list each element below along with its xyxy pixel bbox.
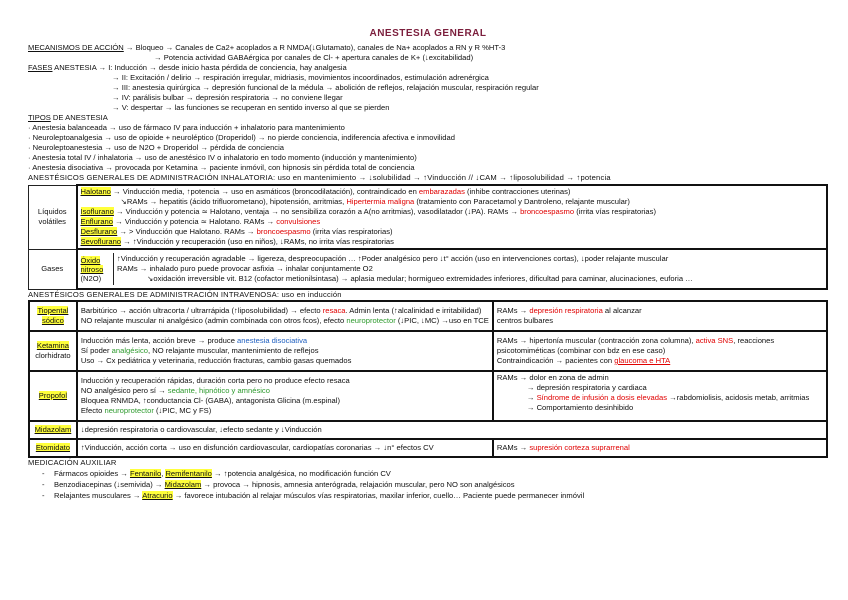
tipos-line: TIPOS DE ANESTESIA	[28, 113, 108, 122]
document-title: ANESTESIA GENERAL	[369, 28, 487, 39]
propofol-name-cell	[29, 371, 77, 421]
sevoflurano-row: Sevoflurano → ↑Vinducción y recuperación (uso en niños), ↓RAMs, no irrita vías respiratorias	[80, 237, 394, 246]
desflurano-row: Desflurano → > Vinducción que Halotano. RAMs → broncoespasmo (irrita vías respiratorias)	[80, 227, 393, 236]
midazolam-desc: ↓depresión respiratoria o cardiovascular, ↓efecto sedante y ↓Vinducción	[77, 421, 827, 439]
tipo-item: · Neuroleptoanestesia → uso de N2O + Droperidol → pérdida de conciencia	[28, 143, 285, 152]
tiopental-desc: Barbitúrico → acción ultracorta / ultrarrápida (↑liposolubilidad) → efecto resaca. Admin lenta (↑alcalinidad e irritabilidad) NO relajante muscular ni analgésico (admin combinada con otros fcos), efecto neuroprotector (↓PIC, ↓MC) →uso en TCE	[77, 301, 493, 331]
ketamina-name-cell: Ketamina clorhidrato	[29, 331, 77, 371]
tipo-item: · Anestesia total IV / inhalatoria → uso de anestésico IV o inhalatorio en todo momento (inducción y mantenimiento)	[28, 153, 417, 162]
tipos-label: TIPOS	[28, 113, 51, 122]
gases-cell	[77, 249, 828, 289]
isoflurano-name: Isoflurano	[80, 207, 114, 216]
document-page	[28, 28, 828, 501]
tipo-item: · Neuroleptoanalgesia → uso de opioide + neuroléptico (Droperidol) → no pierde conciencia, indiferencia afectiva e inmovilidad	[28, 133, 455, 142]
auxiliar-item: - Relajantes musculares → Atracurio → favorece intubación al relajar músculos vías respiratorias, maxilar inferior, cuello… Paciente puede permanecer inmóvil	[42, 491, 585, 500]
etomidato-rams: RAMs → supresión corteza suprarrenal	[493, 439, 827, 457]
auxiliar-item: - Benzodiacepinas (↓semivida) → Midazolam → provoca → hipnosis, amnesia anterógrada, relajación muscular, pero NO son analgésicos	[42, 480, 515, 489]
fase-item: → V: despertar → las funciones se recuperan en sentido inverso al que se pierden	[112, 103, 390, 112]
halotano-name: Halotano	[80, 187, 111, 196]
fase-item: → IV: parálisis bulbar → depresión respiratoria → no conviene llegar	[112, 93, 343, 102]
halotano-rams: ↘RAMs → hepatitis (ácido trifluorometano), hipotensión, arritmias, Hipertermia maligna (tratamiento con Paracetamol y Dantroleno, relajante muscular)	[120, 197, 630, 206]
etomidato-name: Etomidato	[35, 443, 71, 452]
oxido-name-cell: Óxido nitroso (N2O)	[78, 253, 114, 285]
intravenosa-heading: ANESTÉSICOS GENERALES DE ADMINISTRACIÓN INTRAVENOSA: uso en inducción	[28, 290, 342, 299]
halotano-row: Halotano → Vinducción media, ↑potencia → uso en asmáticos (broncodilatación), contraindicado en embarazadas (inhibe contracciones uterinas)	[80, 187, 571, 196]
gases-label: Gases	[29, 249, 77, 289]
midazolam-name: Midazolam	[34, 425, 72, 434]
tiopental-name: Tiopental sódico	[37, 306, 69, 325]
oxido-desc: ↑Vinducción y recuperación agradable → ligereza, despreocupación … ↑Poder analgésico pero ↓t° acción (uso en intervenciones cortas), ↓poder relajante muscular RAMs → inhalado puro puede provocar asfixia → inhalar conjuntamente O2 ↘oxidación irreversible vit. B12 (cofactor metionilsintasa) → aplasia medular; hormigueo extremidades inferiores, dificultad para caminar, alucinaciones, euforia …	[117, 254, 693, 283]
desflurano-name: Desflurano	[80, 227, 118, 236]
tiopental-rams: RAMs → depresión respiratoria al alcanzar centros bulbares	[493, 301, 827, 331]
liquidos-cell	[77, 185, 828, 249]
auxiliar-heading: MEDICACIÓN AUXILIAR	[28, 458, 117, 467]
liquidos-label: Líquidos volátiles	[29, 185, 77, 249]
tipo-item: · Anestesia balanceada → uso de fármaco IV para inducción + inhalatorio para mantenimiento	[28, 123, 345, 132]
ketamina-desc: Inducción más lenta, acción breve → produce anestesia disociativa Sí poder analgésico, NO relajante muscular, mantenimiento de reflejos Uso → Cx pediátrica y veterinaria, reducción fracturas, cambio gasas quemados	[77, 331, 493, 371]
auxiliar-item: - Fármacos opioides → Fentanilo, Remifentanilo → ↑potencia analgésica, no modificación función CV	[42, 469, 391, 478]
etomidato-desc: ↑Vinducción, acción corta → uso en disfunción cardiovascular, cardiopatías coronarias → ↓n° efectos CV	[77, 439, 493, 457]
sevoflurano-name: Sevoflurano	[80, 237, 122, 246]
fase-item: → II: Excitación / delirio → respiración irregular, midriasis, movimientos incoordinados, estimulación adrenérgica	[112, 73, 489, 82]
propofol-rams: RAMs → dolor en zona de admin → depresión respiratoria y cardiaca → Síndrome de infusión a dosis elevadas →rabdomiolisis, acidosis metab, arritmias → Comportamiento desinhibido	[493, 371, 827, 421]
fases-label: FASES	[28, 63, 53, 72]
isoflurano-row: Isoflurano → Vinducción y potencia ≃ Halotano, ventaja → no sensibiliza corazón a A(no arritmias), vasodilatador (↓PA). RAMs → broncoespasmo (irrita vías respiratorias)	[80, 207, 656, 216]
etomidato-name-cell	[29, 439, 77, 457]
tipo-item: · Anestesia disociativa → provocada por Ketamina → paciente inmóvil, con hipnosis sin pérdida total de conciencia	[28, 163, 415, 172]
propofol-desc: Inducción y recuperación rápidas, duración corta pero no produce efecto resaca NO analgésico pero sí → sedante, hipnótico y amnésico Bloquea RNMDA, ↑conductancia Cl- (GABA), antagonista Glicina (m.espinal) Efecto neuroprotector (↓PIC, MC y FS)	[77, 371, 493, 421]
mecanismos-line: MECANISMOS DE ACCIÓN → Bloqueo → Canales de Ca2+ acoplados a R NMDA(↓Glutamato), canales de Na+ acoplados a RN y R %HT-3	[28, 43, 506, 52]
inhalatoria-heading: ANESTÉSICOS GENERALES DE ADMINISTRACIÓN INHALATORIA: uso en mantenimiento → ↓solubilidad → ↑Vinducción // ↓CAM → ↑liposolubilidad → ↑potencia	[28, 173, 611, 182]
inhalatoria-table	[28, 184, 828, 290]
intravenosa-table	[28, 300, 828, 458]
mecanismos-label: MECANISMOS DE ACCIÓN	[28, 43, 124, 52]
enflurano-row: Enflurano → Vinducción y potencia ≃ Halotano. RAMs → convulsiones	[80, 217, 321, 226]
ketamina-rams: RAMs → hipertonía muscular (contracción zona columna), activa SNS, reacciones psicotomiméticas (combinar con bdz en ese caso) Contraindicación → pacientes con glaucoma e HTA	[493, 331, 827, 371]
oxido-name: Óxido nitroso	[80, 255, 104, 274]
fases-line: FASES ANESTESIA → I: Inducción → desde inicio hasta pérdida de conciencia, hay analgesia	[28, 63, 347, 72]
ketamina-name: Ketamina	[36, 341, 69, 350]
fase-item: → III: anestesia quirúrgica → depresión funcional de la médula → abolición de reflejos, relajación muscular, respiración regular	[112, 83, 539, 92]
propofol-name: Propofol	[38, 391, 68, 400]
enflurano-name: Enflurano	[80, 217, 114, 226]
midazolam-name-cell	[29, 421, 77, 439]
mecanismos-line-2: → Potencia actividad GABAérgica por canales de Cl- + apertura canales de K+ (↓excitabilidad)	[154, 53, 474, 62]
tiopental-name-cell	[29, 301, 77, 331]
